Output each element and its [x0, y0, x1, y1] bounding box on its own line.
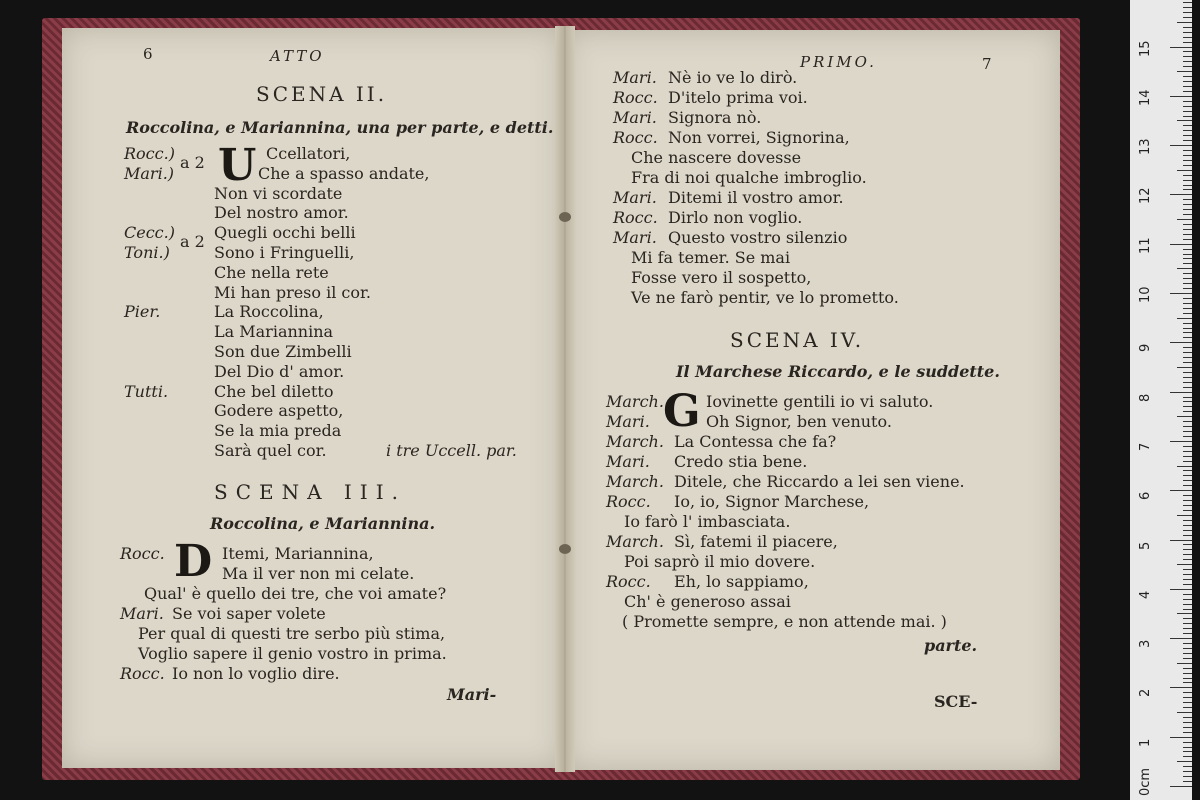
ruler-tick — [1183, 742, 1192, 743]
right-page-number: 7 — [982, 55, 992, 73]
ruler-tick — [1183, 456, 1192, 457]
ruler-tick — [1183, 165, 1192, 166]
verse-line: Godere aspetto, — [214, 401, 344, 421]
verse-line: Mi han preso il cor. — [214, 282, 371, 302]
ruler-tick — [1183, 436, 1192, 437]
speaker-label: Rocc. — [120, 664, 165, 683]
ruler-tick — [1183, 101, 1192, 102]
ruler-tick — [1177, 367, 1192, 368]
ruler-tick — [1183, 535, 1192, 536]
ruler-tick — [1183, 579, 1192, 580]
ruler-tick — [1183, 81, 1192, 82]
verse-line: Oh Signor, ben venuto. — [706, 412, 892, 431]
ruler-tick — [1177, 761, 1192, 762]
speaker-label: Mari. — [613, 228, 657, 247]
ruler-number: 7 — [1138, 442, 1153, 451]
ruler-tick — [1177, 22, 1192, 23]
ruler-tick — [1183, 673, 1192, 674]
ruler-tick — [1183, 288, 1192, 289]
ruler-tick — [1170, 589, 1192, 590]
ruler-tick — [1183, 594, 1192, 595]
ruler-tick — [1177, 663, 1192, 664]
verse-line: Sì, fatemi il piacere, — [674, 532, 838, 551]
verse-line: Sarà quel cor. — [214, 441, 327, 460]
verse-line: Ccellatori, — [266, 144, 351, 163]
ruler-number: 5 — [1138, 541, 1153, 550]
ruler-tick — [1183, 470, 1192, 471]
ruler-tick — [1183, 678, 1192, 679]
ruler-tick — [1183, 648, 1192, 649]
speaker-label: Mari. — [606, 452, 650, 471]
ruler-number: 13 — [1138, 138, 1153, 156]
ruler-tick — [1183, 682, 1192, 683]
verse-line: La Contessa che fa? — [674, 432, 837, 451]
speaker-label: Mari. — [613, 188, 657, 207]
ruler-number: 15 — [1138, 39, 1153, 57]
ruler-tick — [1183, 544, 1192, 545]
ruler-tick — [1170, 687, 1192, 688]
ruler-tick — [1183, 495, 1192, 496]
ruler-tick — [1183, 766, 1192, 767]
ruler-tick — [1183, 7, 1192, 8]
speaker-label: Mari. — [606, 412, 650, 431]
verse-line: Che nella rete — [214, 262, 329, 282]
ruler-tick — [1183, 559, 1192, 560]
ruler-tick — [1183, 781, 1192, 782]
verse-line: Eh, lo sappiamo, — [674, 572, 809, 591]
binding-hole — [559, 212, 571, 222]
ruler-tick — [1170, 342, 1192, 343]
ruler-tick — [1183, 633, 1192, 634]
ruler-tick — [1183, 599, 1192, 600]
speaker-label: March. — [606, 392, 664, 411]
verse-line: Credo stia bene. — [674, 452, 808, 471]
speaker-label: Tutti. — [124, 381, 169, 401]
ruler-tick — [1183, 357, 1192, 358]
ruler-number: 4 — [1138, 590, 1153, 599]
verse-line: ( Promette sempre, e non attende mai. ) — [622, 612, 947, 631]
speaker-label: Toni.) — [124, 243, 170, 262]
ruler-tick — [1183, 697, 1192, 698]
ruler-tick — [1183, 199, 1192, 200]
ruler-tick — [1183, 61, 1192, 62]
ruler-tick — [1183, 727, 1192, 728]
ruler-tick — [1183, 668, 1192, 669]
verse-line: D'itelo prima voi. — [668, 88, 808, 107]
ruler-tick — [1183, 308, 1192, 309]
verse-line: Itemi, Mariannina, — [222, 544, 374, 563]
verse-line: Voglio sapere il genio vostro in prima. — [138, 644, 447, 663]
stage-aside: i tre Uccell. par. — [386, 441, 517, 460]
ruler-tick — [1183, 618, 1192, 619]
ruler-tick — [1170, 737, 1192, 738]
speaker-label: Cecc.) — [124, 223, 175, 243]
ruler-tick — [1183, 263, 1192, 264]
ruler-tick — [1177, 712, 1192, 713]
ruler-tick — [1183, 431, 1192, 432]
ruler-tick — [1183, 86, 1192, 87]
ruler-tick — [1177, 564, 1192, 565]
exit-direction: parte. — [924, 636, 978, 655]
ruler-tick — [1183, 569, 1192, 570]
ruler-tick — [1183, 12, 1192, 13]
ruler-tick — [1183, 209, 1192, 210]
verse-line: Fra di noi qualche imbroglio. — [631, 168, 867, 187]
ruler-tick — [1183, 382, 1192, 383]
ruler-tick — [1183, 125, 1192, 126]
ruler-tick — [1183, 51, 1192, 52]
ruler-tick — [1170, 96, 1192, 97]
verse-line: Del nostro amor. — [214, 203, 349, 223]
speaker-label: Mari. — [613, 68, 657, 87]
ruler-tick — [1183, 609, 1192, 610]
speaker-label: March. — [606, 532, 664, 551]
ruler-tick — [1170, 638, 1192, 639]
ruler-tick — [1183, 229, 1192, 230]
verse-line: Io farò l' imbasciata. — [624, 512, 791, 531]
ruler-tick — [1183, 401, 1192, 402]
scene-heading: SCENA II. — [256, 82, 388, 106]
verse-line: Questo vostro silenzio — [668, 228, 848, 247]
ruler-tick — [1177, 219, 1192, 220]
speaker-label: Rocc. — [613, 208, 658, 227]
scene-heading: SCENA III. — [214, 480, 406, 504]
ruler-tick — [1170, 392, 1192, 393]
ruler-tick — [1183, 332, 1192, 333]
ruler-tick — [1177, 71, 1192, 72]
ruler-number: 0cm — [1138, 767, 1153, 796]
verse-line: Sono i Fringuelli, — [214, 243, 355, 262]
stage-direction: Roccolina, e Mariannina, una per parte, e detti. — [126, 118, 554, 137]
left-running-head: ATTO — [270, 47, 325, 65]
ruler-tick — [1183, 451, 1192, 452]
verse-line: Non vorrei, Signorina, — [668, 128, 850, 147]
left-page-number: 6 — [143, 45, 153, 63]
ruler-tick — [1183, 91, 1192, 92]
drop-capital: D — [174, 536, 213, 587]
ruler-tick — [1170, 47, 1192, 48]
ruler-tick — [1183, 461, 1192, 462]
speaker-label: Rocc. — [606, 572, 651, 591]
ruler-tick — [1183, 658, 1192, 659]
ruler-tick — [1183, 352, 1192, 353]
verse-line: Io, io, Signor Marchese, — [674, 492, 870, 511]
ruler-tick — [1183, 554, 1192, 555]
ruler-tick — [1183, 776, 1192, 777]
ruler-tick — [1183, 604, 1192, 605]
verse-line: Qual' è quello dei tre, che voi amate? — [144, 584, 447, 603]
ruler-tick — [1183, 520, 1192, 521]
ruler-tick — [1183, 421, 1192, 422]
ruler-tick — [1183, 175, 1192, 176]
ruler-tick — [1170, 244, 1192, 245]
ruler-tick — [1170, 490, 1192, 491]
speaker-label: March. — [606, 432, 664, 451]
stage-direction: Il Marchese Riccardo, e le suddette. — [676, 362, 1000, 381]
ruler-tick — [1177, 170, 1192, 171]
verse-line: Nè io ve lo dirò. — [668, 68, 798, 87]
ruler-tick — [1183, 56, 1192, 57]
verse-line: Dirlo non voglio. — [668, 208, 803, 227]
ruler-number: 10 — [1138, 286, 1153, 303]
ruler-tick — [1183, 628, 1192, 629]
verse-line: Iovinette gentili io vi saluto. — [706, 392, 934, 411]
ruler-tick — [1183, 702, 1192, 703]
ruler-tick — [1183, 584, 1192, 585]
ruler-tick — [1183, 313, 1192, 314]
speaker-label: Mari.) — [124, 163, 175, 183]
ruler-tick — [1170, 540, 1192, 541]
stage-aside: a 2 — [180, 232, 205, 252]
ruler-tick — [1183, 278, 1192, 279]
speaker-label: Rocc. — [613, 88, 658, 107]
ruler-tick — [1183, 2, 1192, 3]
ruler-tick — [1183, 397, 1192, 398]
speaker-label: March. — [606, 472, 664, 491]
ruler-tick — [1183, 747, 1192, 748]
ruler-tick — [1183, 17, 1192, 18]
ruler-tick — [1183, 116, 1192, 117]
ruler-tick — [1183, 298, 1192, 299]
ruler-tick — [1177, 268, 1192, 269]
verse-line: Non vi scordate — [214, 183, 343, 203]
verse-line: Io non lo voglio dire. — [172, 664, 340, 683]
ruler-tick — [1183, 140, 1192, 141]
ruler-number: 11 — [1138, 237, 1153, 254]
ruler-tick — [1183, 751, 1192, 752]
right-running-head: PRIMO. — [800, 53, 877, 71]
ruler-number: 12 — [1138, 187, 1153, 205]
ruler-tick — [1183, 426, 1192, 427]
ruler-number: 3 — [1138, 639, 1153, 649]
speaker-label: Pier. — [124, 302, 161, 322]
ruler-tick — [1177, 466, 1192, 467]
verse-line: Son due Zimbelli — [214, 342, 352, 361]
drop-capital: G — [663, 386, 701, 437]
ruler-tick — [1170, 194, 1192, 195]
ruler-tick — [1183, 337, 1192, 338]
verse-line: Mi fa temer. Se mai — [631, 248, 791, 267]
ruler-tick — [1183, 185, 1192, 186]
verse-line: Che a spasso andate, — [258, 163, 430, 183]
speaker-label: Rocc. — [613, 128, 658, 147]
ruler-tick — [1183, 500, 1192, 501]
verse-line: Del Dio d' amor. — [214, 361, 345, 381]
ruler-tick — [1183, 406, 1192, 407]
verse-line: Se voi saper volete — [172, 604, 326, 623]
verse-line: Ma il ver non mi celate. — [222, 564, 415, 583]
ruler-number: 6 — [1138, 491, 1153, 501]
ruler-number: 9 — [1138, 344, 1153, 353]
ruler-tick — [1183, 717, 1192, 718]
verse-line: Ch' è generoso assai — [624, 592, 791, 611]
ruler-tick — [1183, 37, 1192, 38]
verse-line: Ditemi il vostro amor. — [668, 188, 844, 207]
speaker-label: Rocc. — [120, 544, 165, 563]
ruler-number: 8 — [1138, 393, 1153, 402]
ruler-tick — [1170, 145, 1192, 146]
ruler-tick — [1183, 485, 1192, 486]
ruler-tick — [1183, 204, 1192, 205]
ruler-tick — [1183, 224, 1192, 225]
ruler-tick — [1183, 574, 1192, 575]
ruler-tick — [1183, 189, 1192, 190]
ruler-tick — [1183, 239, 1192, 240]
ruler-tick — [1183, 258, 1192, 259]
ruler-tick — [1183, 756, 1192, 757]
ruler-tick — [1183, 303, 1192, 304]
ruler-tick — [1183, 328, 1192, 329]
verse-line: Ve ne farò pentir, ve lo prometto. — [631, 288, 899, 307]
ruler-number: 1 — [1138, 738, 1153, 747]
speaker-label: Rocc.) — [124, 144, 175, 163]
ruler-tick — [1170, 293, 1192, 294]
ruler-tick — [1183, 377, 1192, 378]
catchword: SCE- — [934, 692, 978, 711]
ruler-tick — [1177, 318, 1192, 319]
ruler-tick — [1183, 549, 1192, 550]
ruler-tick — [1183, 446, 1192, 447]
ruler-tick — [1183, 106, 1192, 107]
ruler-tick — [1183, 692, 1192, 693]
ruler-tick — [1183, 155, 1192, 156]
measuring-ruler — [1130, 0, 1192, 800]
ruler-tick — [1183, 160, 1192, 161]
ruler-tick — [1177, 515, 1192, 516]
stage-aside: a 2 — [180, 153, 205, 172]
ruler-tick — [1183, 510, 1192, 511]
ruler-tick — [1177, 416, 1192, 417]
ruler-tick — [1183, 150, 1192, 151]
ruler-tick — [1183, 771, 1192, 772]
ruler-tick — [1183, 254, 1192, 255]
verse-line: Che nascere dovesse — [631, 148, 802, 167]
binding-hole — [559, 544, 571, 554]
ruler-tick — [1183, 525, 1192, 526]
ruler-tick — [1183, 732, 1192, 733]
ruler-tick — [1183, 135, 1192, 136]
ruler-tick — [1183, 480, 1192, 481]
book-gutter — [555, 26, 575, 772]
ruler-tick — [1183, 249, 1192, 250]
ruler-tick — [1183, 653, 1192, 654]
ruler-tick — [1183, 130, 1192, 131]
verse-line: Se la mia preda — [214, 421, 342, 441]
ruler-tick — [1183, 623, 1192, 624]
ruler-tick — [1183, 387, 1192, 388]
ruler-tick — [1183, 722, 1192, 723]
ruler-tick — [1183, 76, 1192, 77]
ruler-tick — [1183, 273, 1192, 274]
drop-capital: U — [218, 140, 257, 191]
verse-line: La Roccolina, — [214, 302, 324, 322]
verse-line: Poi saprò il mio dovere. — [624, 552, 816, 571]
ruler-tick — [1183, 27, 1192, 28]
ruler-tick — [1177, 613, 1192, 614]
ruler-tick — [1170, 441, 1192, 442]
ruler-tick — [1183, 323, 1192, 324]
speaker-label: Mari. — [120, 604, 164, 623]
verse-line: Signora nò. — [668, 108, 762, 127]
stage-direction: Roccolina, e Mariannina. — [210, 514, 436, 533]
verse-line: Fosse vero il sospetto, — [631, 268, 812, 287]
ruler-tick — [1183, 42, 1192, 43]
ruler-tick — [1183, 180, 1192, 181]
ruler-tick — [1183, 283, 1192, 284]
ruler-tick — [1183, 643, 1192, 644]
speaker-label: Mari. — [613, 108, 657, 127]
ruler-tick — [1183, 707, 1192, 708]
ruler-number: 14 — [1138, 89, 1153, 106]
ruler-tick — [1177, 120, 1192, 121]
verse-line: Che bel diletto — [214, 381, 334, 401]
ruler-number: 2 — [1138, 689, 1153, 698]
ruler-tick — [1183, 505, 1192, 506]
verse-line: Per qual di questi tre serbo più stima, — [138, 624, 446, 643]
ruler-tick — [1183, 411, 1192, 412]
ruler-tick — [1183, 234, 1192, 235]
verse-line: La Mariannina — [214, 322, 334, 342]
verse-line: Ditele, che Riccardo a lei sen viene. — [674, 472, 965, 491]
ruler-tick — [1170, 786, 1192, 787]
ruler-tick — [1183, 347, 1192, 348]
ruler-tick — [1183, 530, 1192, 531]
ruler-tick — [1183, 66, 1192, 67]
ruler-tick — [1183, 111, 1192, 112]
ruler-tick — [1183, 32, 1192, 33]
ruler-tick — [1183, 475, 1192, 476]
scene-heading: SCENA IV. — [730, 328, 865, 352]
speaker-label: Rocc. — [606, 492, 651, 511]
catchword: Mari- — [447, 685, 497, 704]
verse-line: Quegli occhi belli — [214, 223, 356, 243]
ruler-tick — [1183, 214, 1192, 215]
ruler-tick — [1183, 362, 1192, 363]
ruler-tick — [1183, 372, 1192, 373]
